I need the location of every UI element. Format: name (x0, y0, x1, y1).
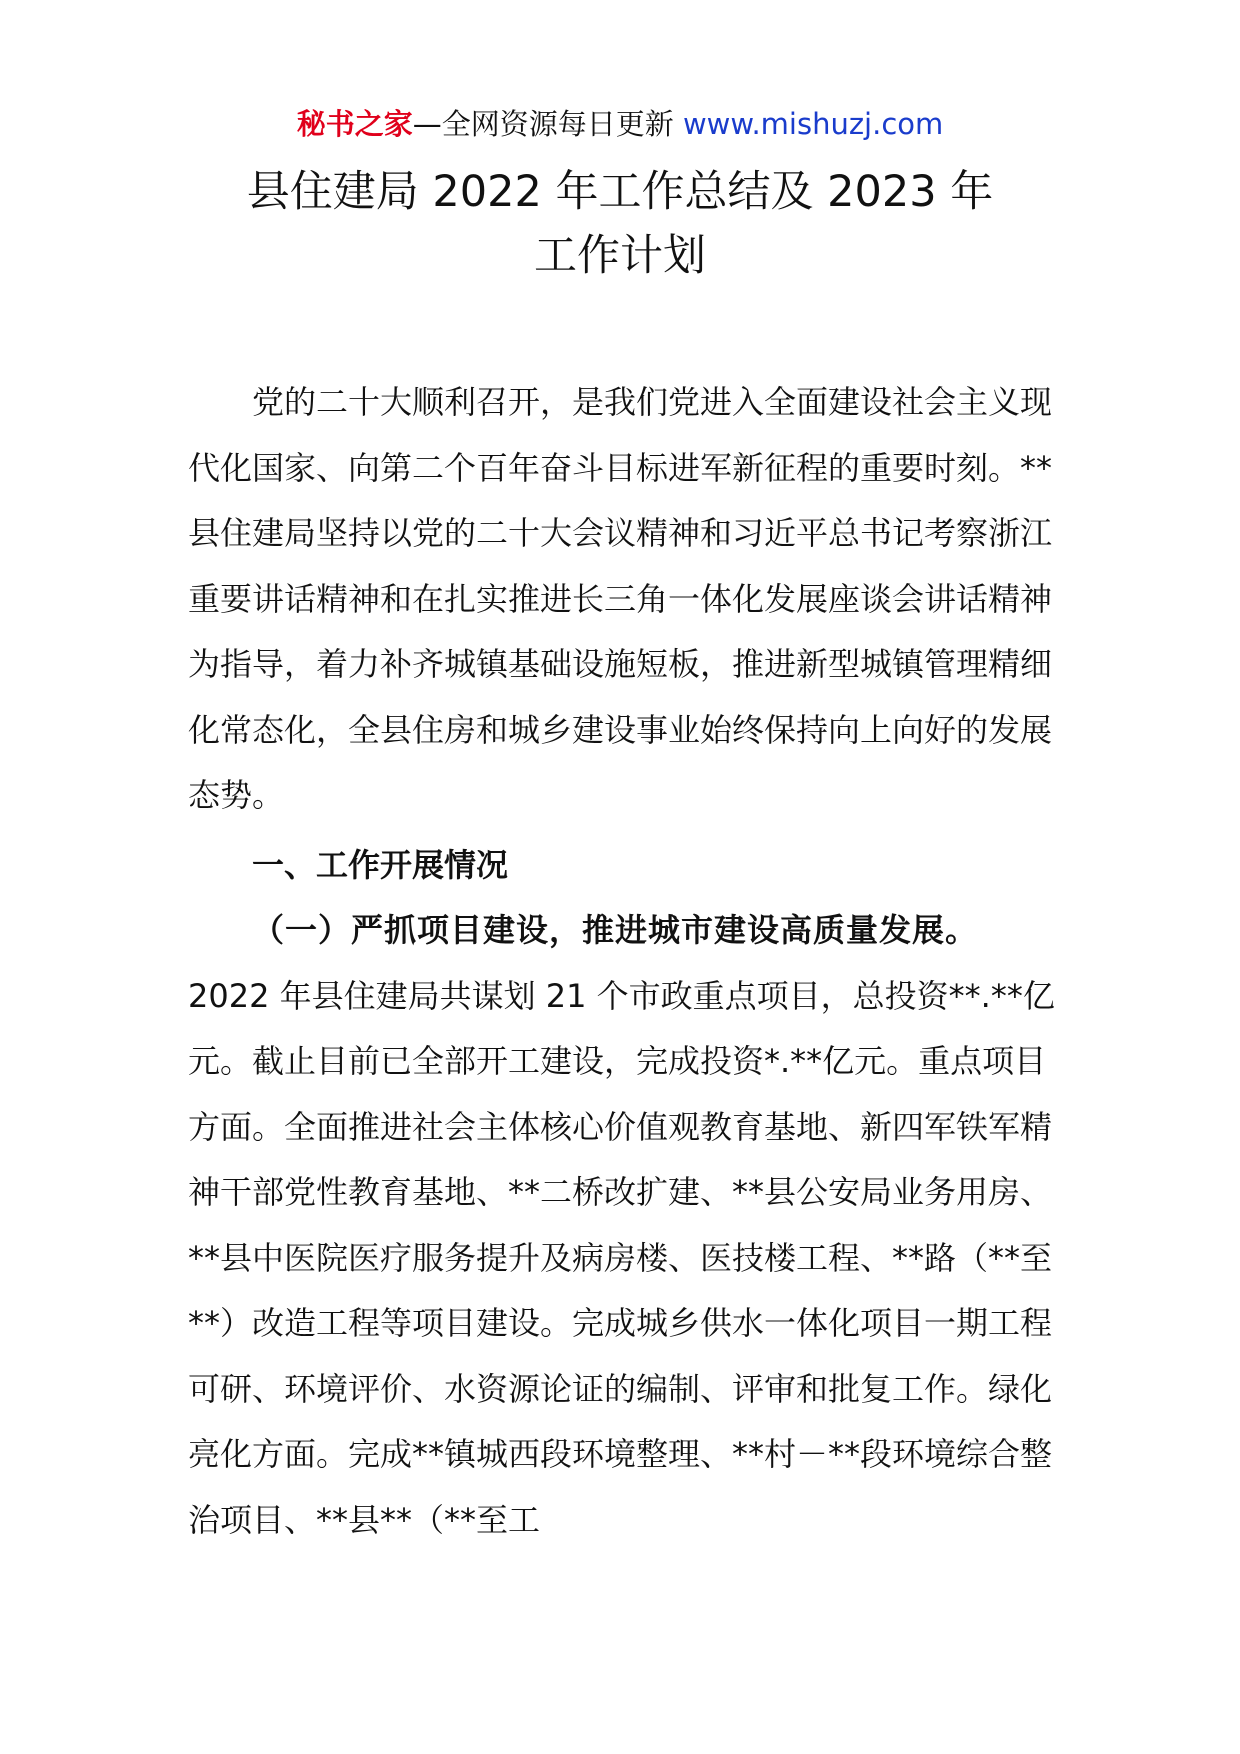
section-heading: 一、工作开展情况 (252, 845, 509, 884)
title-line-2: 工作计划 (534, 231, 706, 281)
title-line-1: 县住建局 2022 年工作总结及 2023 年 (246, 167, 994, 217)
brand-name: 秘书之家 (296, 107, 413, 141)
intro-paragraph: 党的二十大顺利召开，是我们党进入全面建设社会主义现代化国家、向第二个百年奋斗目标进军新征程的重要时刻。**县住建局坚持以党的二十大会议精神和习近平总书记考察浙江重要讲话精神和在扎实推进长三角一体化发展座谈会讲话精神为指导，着力补齐城镇基础设施短板，推进新型城镇管理精细化常态化，全县住房和城乡建设事业始终保持向上向好的发展态势。 (188, 383, 1053, 814)
site-url-link[interactable]: www.mishuzj.com (682, 107, 944, 141)
site-banner (0, 104, 1240, 144)
document-body (188, 370, 1056, 1553)
document-title (0, 160, 1240, 288)
subsection-heading: （一）严抓项目建设，推进城市建设高质量发展。 (252, 911, 979, 949)
subsection-paragraph (188, 898, 1056, 1553)
banner-tagline: —全网资源每日更新 (412, 107, 674, 141)
subsection-body: 2022 年县住建局共谋划 21 个市政重点项目，总投资**.**亿元。截止目前已全部开工建设，完成投资*.**亿元。重点项目方面。全面推进社会主体核心价值观教育基地、新四军铁军精神干部党性教育基地、**二桥改扩建、**县公安局业务用房、**县中医院医疗服务提升及病房楼、医技楼工程、**路（**至**）改造工程等项目建设。完成城乡供水一体化项目一期工程可研、环境评价、水资源论证的编制、评审和批复工作。绿化亮化方面。完成**镇城西段环境整理、**村－**段环境综合整治项目、**县**（**至工 (188, 976, 1055, 1539)
